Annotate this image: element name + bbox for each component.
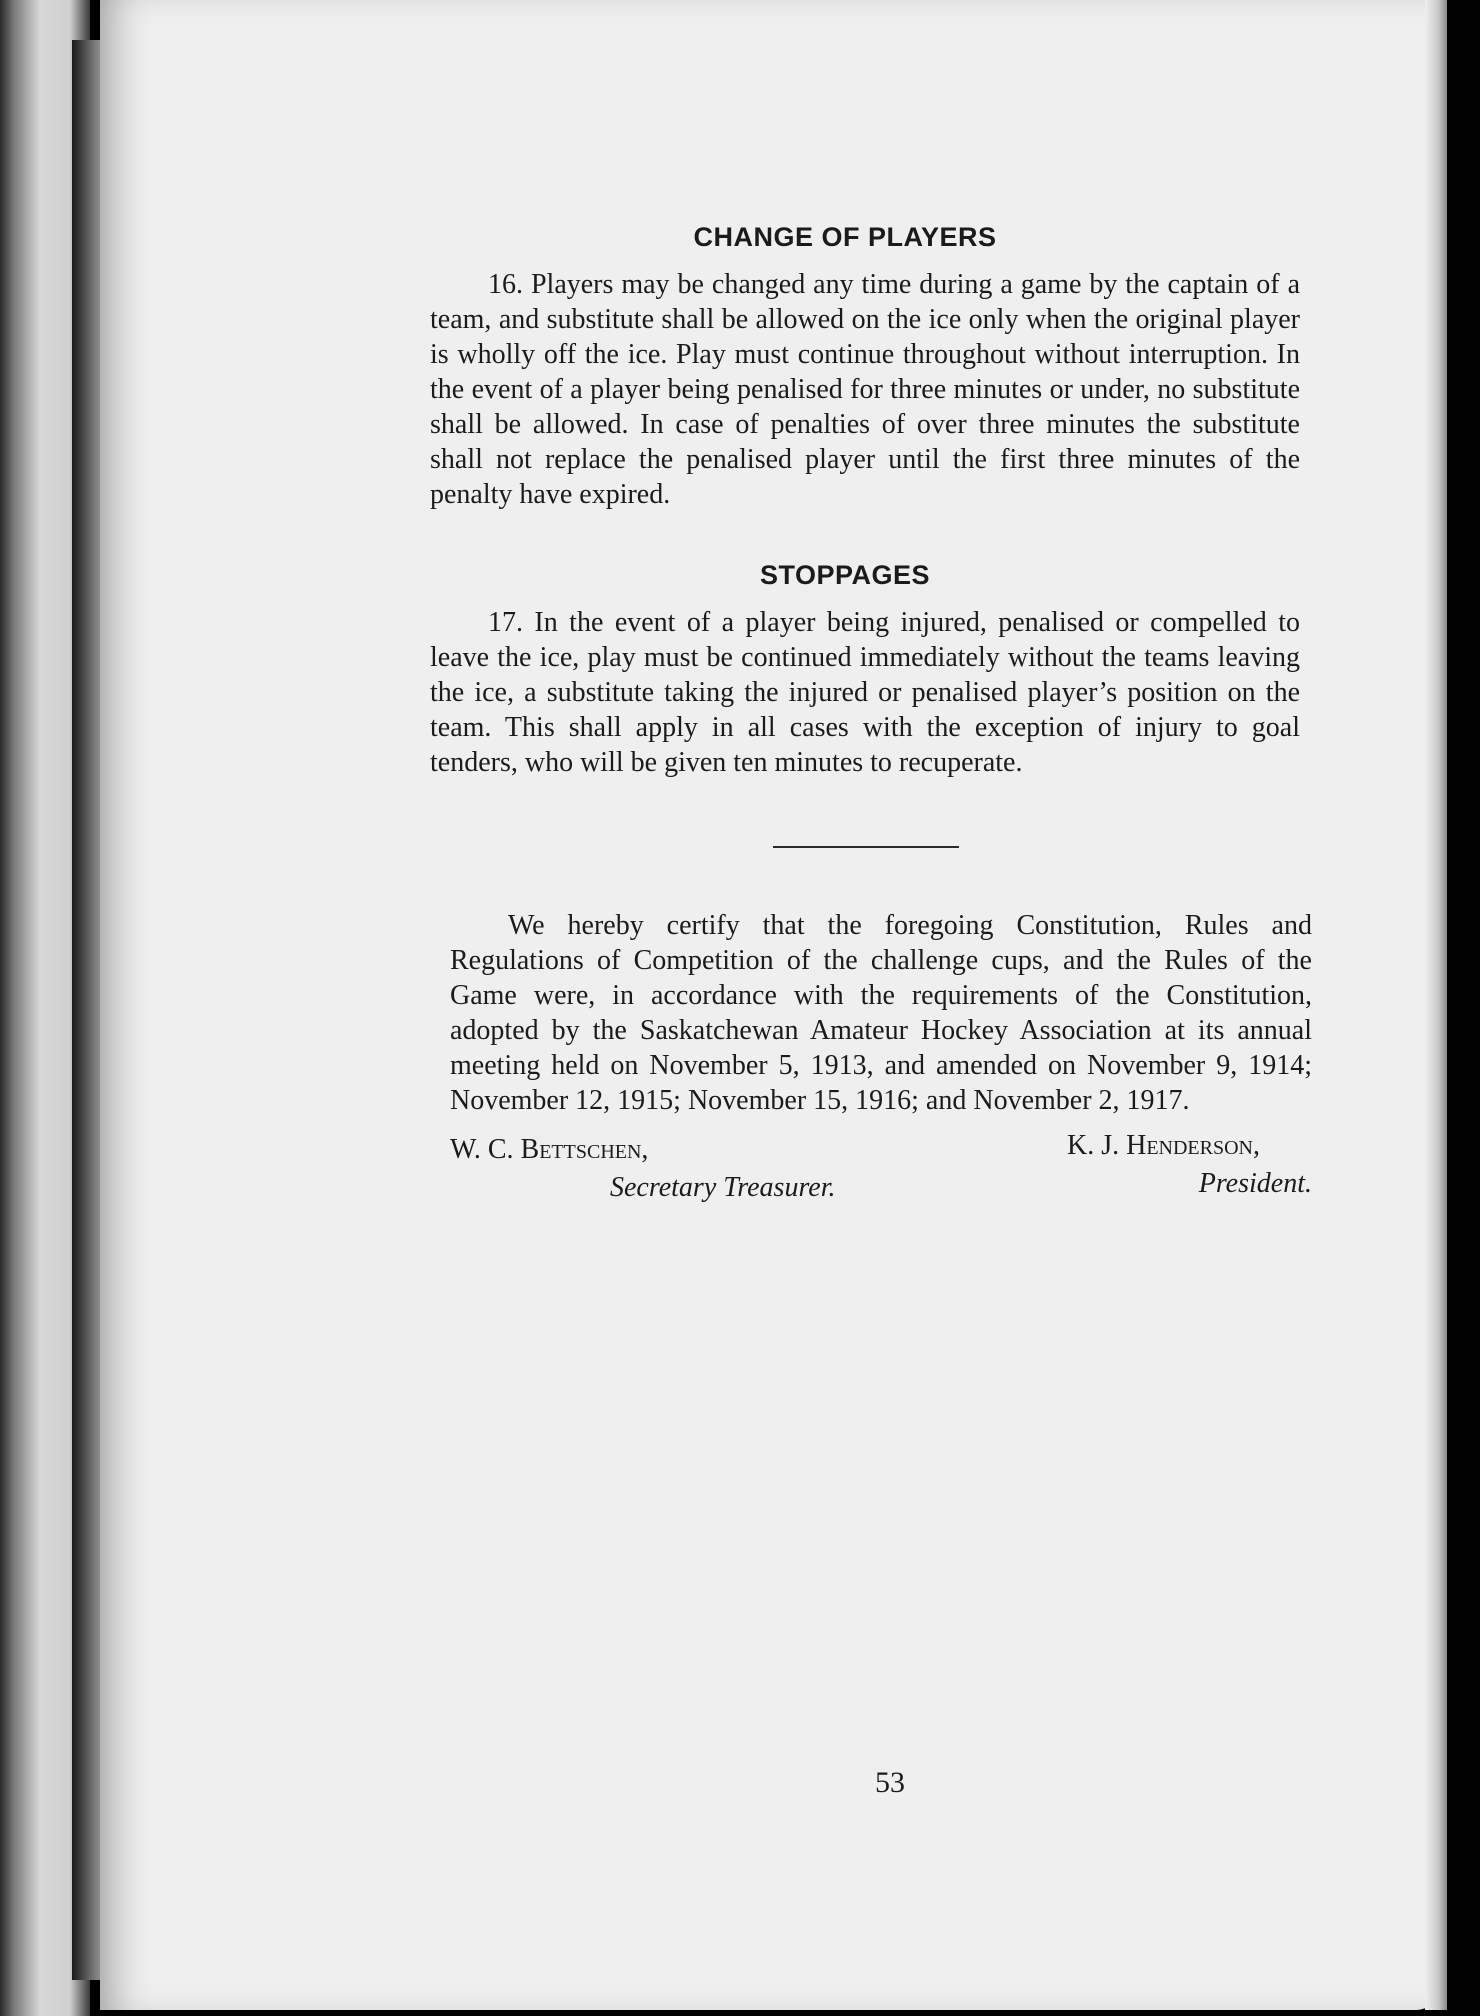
heading-change-of-players: CHANGE OF PLAYERS bbox=[693, 222, 997, 252]
page-number: 53 bbox=[875, 1766, 905, 1799]
certification-paragraph: We hereby certify that the foregoing Constitution, Rules and Regulations of Competition of the challenge cups, and the Rules of the Game were, in accordance with the requirements of the Constitution, adopted by the Saskatchewan Amateur Hockey Association at its annual meeting held on November 5, 1913, and amended on November 9, 1914; November 12, 1915; November 15, 1916; and November 2, 1917. bbox=[450, 910, 1312, 1116]
page-right-edge bbox=[1425, 0, 1447, 2010]
rule-16-paragraph: 16. Players may be changed any time during a game by the captain of a team, and substitute shall be allowed on the ice only when the original player is wholly off the ice. Play must continue throughout without interruption. In the event of a player being penalised for three minutes or under, no substitute shall be allowed. In case of penalties of over three minutes the substitute shall not replace the penalised player until the first three minutes of the penalty have expired. bbox=[430, 269, 1300, 510]
rule-17-paragraph: 17. In the event of a player being injured, penalised or compelled to leave the ice, play must be continued immediately without the teams leaving the ice, a substitute taking the injured or penalised player’s position on the team. This shall apply in all cases with the exception of injury to goal tenders, who will be given ten minutes to recuperate. bbox=[430, 607, 1300, 778]
heading-stoppages: STOPPAGES bbox=[759, 560, 931, 590]
president-signature-name: K. J. Henderson, bbox=[1066, 1130, 1260, 1161]
book-page bbox=[100, 0, 1440, 2010]
section-divider bbox=[773, 846, 959, 848]
president-signature-title: President. bbox=[1198, 1168, 1312, 1199]
signature-block bbox=[450, 1130, 1312, 1214]
secretary-signature-title: Secretary Treasurer. bbox=[610, 1172, 836, 1203]
page-content bbox=[430, 222, 1312, 1214]
secretary-signature-name: W. C. Bettschen, bbox=[450, 1134, 649, 1165]
